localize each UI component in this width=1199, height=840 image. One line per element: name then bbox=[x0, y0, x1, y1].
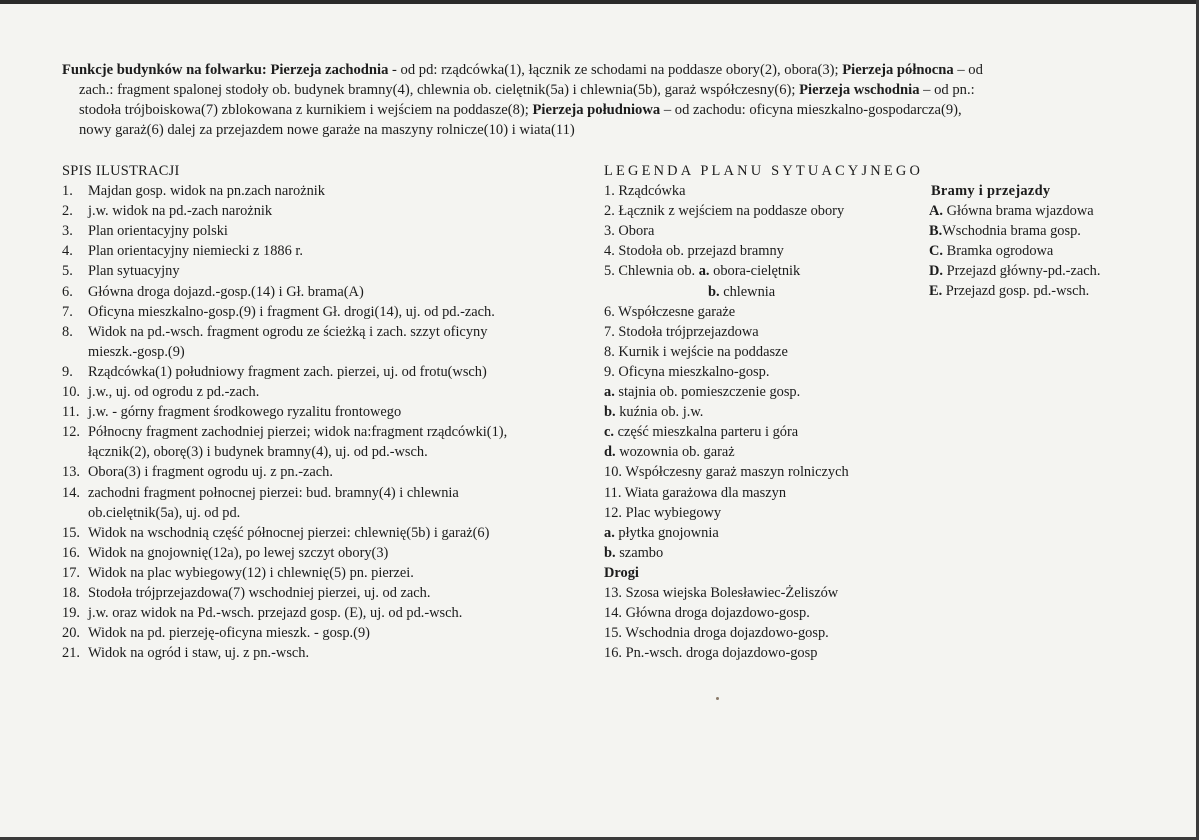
illustration-text: Widok na wschodnią część północnej pierzei: chlewnię(5b) i garaż(6) bbox=[88, 524, 490, 541]
legend-sub-text: obora-cielętnik bbox=[709, 263, 801, 280]
illustration-number: 13. bbox=[62, 464, 80, 481]
illustration-number: 7. bbox=[62, 303, 73, 320]
illustration-text: j.w. - górny fragment środkowego ryzalitu frontowego bbox=[88, 404, 402, 421]
illustration-text: Plan orientacyjny niemiecki z 1886 r. bbox=[88, 243, 304, 260]
illustration-item bbox=[62, 563, 602, 583]
illustration-text: j.w. widok na pd.-zach narożnik bbox=[88, 203, 273, 220]
illustration-item bbox=[62, 382, 602, 402]
scan-speck bbox=[716, 697, 719, 700]
illustration-item bbox=[62, 523, 602, 543]
legend-sub-text: płytka gnojownia bbox=[614, 524, 719, 541]
gate-key: D. bbox=[929, 263, 943, 280]
gate-item bbox=[929, 261, 1169, 281]
illustration-text: Widok na ogród i staw, uj. z pn.-wsch. bbox=[88, 645, 310, 662]
legend-item-11: 11. Wiata garażowa dla maszyn bbox=[604, 484, 787, 501]
illustration-item bbox=[62, 181, 602, 201]
legend-item-12b bbox=[604, 543, 934, 563]
intro-north-label: Pierzeja północna bbox=[842, 62, 954, 78]
legend-sub-text: stajnia ob. pomieszczenie gosp. bbox=[614, 384, 801, 401]
gates-heading bbox=[929, 181, 1169, 201]
legend-item-13: 13. Szosa wiejska Bolesławiec-Żeliszów bbox=[604, 584, 839, 601]
gate-item bbox=[929, 281, 1169, 301]
illustration-number: 18. bbox=[62, 584, 80, 601]
illustration-item bbox=[62, 221, 602, 241]
illustration-number: 17. bbox=[62, 564, 80, 581]
legend-heading: LEGENDA PLANU SYTUACYJNEGO bbox=[604, 163, 924, 179]
intro-west-label: Pierzeja zachodnia bbox=[270, 62, 389, 78]
intro-paragraph bbox=[62, 60, 1142, 140]
gates-items bbox=[929, 201, 1169, 301]
illustration-text: Północny fragment zachodniej pierzei; widok na:fragment rządcówki(1), bbox=[88, 424, 508, 441]
illustration-item bbox=[62, 623, 602, 643]
legend-key: a. bbox=[698, 263, 710, 280]
gate-text: Bramka ogrodowa bbox=[943, 243, 1054, 260]
illustration-text: j.w. oraz widok na Pd.-wsch. przejazd gosp. (E), uj. od pd.-wsch. bbox=[88, 605, 463, 622]
legend-item-5 bbox=[604, 261, 934, 281]
illustrations-items bbox=[62, 181, 602, 663]
gates-heading-text: Bramy i przejazdy bbox=[931, 183, 1051, 199]
illustration-text: Majdan gosp. widok na pn.zach narożnik bbox=[88, 183, 325, 200]
legend-sub-text: szambo bbox=[615, 544, 664, 561]
illustration-item bbox=[62, 583, 602, 603]
gate-item bbox=[929, 241, 1169, 261]
legend-item-1: 1. Rządcówka bbox=[604, 183, 686, 200]
legend-item-5-text: 5. Chlewnia ob. bbox=[604, 263, 699, 280]
illustration-text: Widok na gnojownię(12a), po lewej szczyt obory(3) bbox=[88, 544, 389, 561]
roads-heading bbox=[604, 563, 934, 583]
illustration-item bbox=[62, 201, 602, 221]
legend-item-10: 10. Współczesny garaż maszyn rolniczych bbox=[604, 464, 849, 481]
illustration-text: mieszk.-gosp.(9) bbox=[88, 343, 185, 360]
illustration-item bbox=[62, 603, 602, 623]
legend-sub-text: kuźnia ob. j.w. bbox=[615, 404, 704, 421]
gate-key: C. bbox=[929, 243, 943, 260]
illustration-number: 16. bbox=[62, 544, 80, 561]
illustration-number: 5. bbox=[62, 263, 73, 280]
intro-line-4: nowy garaż(6) dalej za przejazdem nowe garaże na maszyny rolnicze(10) i wiata(11) bbox=[79, 122, 575, 138]
intro-north-text-a: – od bbox=[953, 62, 983, 78]
illustration-item bbox=[62, 342, 602, 362]
legend-key: b. bbox=[604, 544, 616, 561]
legend-key: c. bbox=[604, 424, 614, 441]
legend-key: a. bbox=[604, 524, 615, 541]
gate-text: Przejazd główny-pd.-zach. bbox=[943, 263, 1101, 280]
gate-item bbox=[929, 221, 1169, 241]
illustration-item bbox=[62, 442, 602, 462]
illustration-text: zachodni fragment połnocnej pierzei: bud. bramny(4) i chlewnia bbox=[88, 484, 459, 501]
intro-line-3 bbox=[62, 100, 1142, 120]
illustration-number: 8. bbox=[62, 323, 73, 340]
legend-item-3: 3. Obora bbox=[604, 223, 655, 240]
illustration-number: 10. bbox=[62, 384, 80, 401]
illustration-item bbox=[62, 543, 602, 563]
legend-sub-text: część mieszkalna parteru i góra bbox=[614, 424, 799, 441]
gate-item bbox=[929, 201, 1169, 221]
legend-key: b. bbox=[604, 404, 616, 421]
intro-east-text-a: – od pn.: bbox=[919, 82, 975, 98]
illustration-item bbox=[62, 422, 602, 442]
illustration-number: 11. bbox=[62, 404, 80, 421]
illustration-item bbox=[62, 282, 602, 302]
illustration-number: 20. bbox=[62, 625, 80, 642]
illustration-number: 14. bbox=[62, 484, 80, 501]
legend-key: b. bbox=[708, 283, 720, 300]
illustration-number: 19. bbox=[62, 605, 80, 622]
legend-item-9: 9. Oficyna mieszkalno-gosp. bbox=[604, 363, 770, 380]
roads-heading-text: Drogi bbox=[604, 564, 639, 581]
legend-item-15: 15. Wschodnia droga dojazdowo-gosp. bbox=[604, 625, 829, 642]
illustration-text: Oficyna mieszkalno-gosp.(9) i fragment Gł. drogi(14), uj. od pd.-zach. bbox=[88, 303, 495, 320]
scan-edge-top bbox=[0, 0, 1199, 4]
illustration-text: Widok na plac wybiegowy(12) i chlewnię(5) pn. pierzei. bbox=[88, 564, 414, 581]
legend-item-9a bbox=[604, 382, 934, 402]
illustration-text: ob.cielętnik(5a), uj. od pd. bbox=[88, 504, 241, 521]
legend-key: d. bbox=[604, 444, 616, 461]
illustration-item bbox=[62, 302, 602, 322]
gate-key: A. bbox=[929, 203, 943, 220]
illustrations-list bbox=[62, 161, 602, 663]
legend-item-7: 7. Stodoła trójprzejazdowa bbox=[604, 323, 759, 340]
illustration-text: Widok na pd.-wsch. fragment ogrodu ze ścieżką i zach. szzyt oficyny bbox=[88, 323, 488, 340]
legend-item-14: 14. Główna droga dojazdowo-gosp. bbox=[604, 605, 810, 622]
legend-item-4: 4. Stodoła ob. przejazd bramny bbox=[604, 243, 784, 260]
illustrations-heading: SPIS ILUSTRACJI bbox=[62, 163, 180, 179]
legend-item-12: 12. Plac wybiegowy bbox=[604, 504, 722, 521]
illustration-item bbox=[62, 322, 602, 342]
illustration-text: Stodoła trójprzejazdowa(7) wschodniej pierzei, uj. od zach. bbox=[88, 584, 431, 601]
illustration-item bbox=[62, 503, 602, 523]
intro-north-text-b: zach.: fragment spalonej stodoły ob. budynek bramny(4), chlewnia ob. cielętnik(5a) i chlewnia(5b), garaż współczesny(6); bbox=[79, 82, 800, 98]
illustration-text: Plan sytuacyjny bbox=[88, 263, 180, 280]
illustration-item bbox=[62, 402, 602, 422]
gate-text: Wschodnia brama gosp. bbox=[942, 223, 1081, 240]
illustration-item bbox=[62, 462, 602, 482]
legend-sub-text: chlewnia bbox=[719, 283, 776, 300]
gate-key: E. bbox=[929, 283, 943, 300]
illustration-item bbox=[62, 483, 602, 503]
illustration-text: Rządcówka(1) południowy fragment zach. pierzei, uj. od frotu(wsch) bbox=[88, 363, 487, 380]
illustration-number: 4. bbox=[62, 243, 73, 260]
site-plan-legend bbox=[604, 161, 934, 663]
intro-line-2 bbox=[62, 80, 1142, 100]
illustration-number: 2. bbox=[62, 203, 73, 220]
legend-item-8: 8. Kurnik i wejście na poddasze bbox=[604, 343, 788, 360]
legend-key: a. bbox=[604, 384, 615, 401]
gate-text: Przejazd gosp. pd.-wsch. bbox=[942, 283, 1090, 300]
gates-legend bbox=[929, 181, 1169, 302]
illustration-text: Widok na pd. pierzeję-oficyna mieszk. - gosp.(9) bbox=[88, 625, 370, 642]
intro-east-label: Pierzeja wschodnia bbox=[799, 82, 920, 98]
intro-south-label: Pierzeja południowa bbox=[532, 102, 661, 118]
illustration-item bbox=[62, 241, 602, 261]
illustration-text: Główna droga dojazd.-gosp.(14) i Gł. brama(A) bbox=[88, 283, 364, 300]
intro-east-text-b: stodoła trójboiskowa(7) zblokowana z kurnikiem i wejściem na poddasze(8); bbox=[79, 102, 533, 118]
legend-item-6: 6. Współczesne garaże bbox=[604, 303, 736, 320]
legend-sub-text: wozownia ob. garaż bbox=[615, 444, 735, 461]
illustration-item bbox=[62, 643, 602, 663]
illustration-number: 9. bbox=[62, 363, 73, 380]
legend-item-5b bbox=[604, 282, 934, 302]
illustration-text: łącznik(2), oborę(3) i budynek bramny(4), uj. od pd.-wsch. bbox=[88, 444, 428, 461]
illustration-number: 12. bbox=[62, 424, 80, 441]
legend-item-2: 2. Łącznik z wejściem na poddasze obory bbox=[604, 203, 845, 220]
intro-line-1 bbox=[62, 60, 1142, 80]
legend-item-16: 16. Pn.-wsch. droga dojazdowo-gosp bbox=[604, 645, 818, 662]
gate-text: Główna brama wjazdowa bbox=[943, 203, 1094, 220]
illustration-number: 21. bbox=[62, 645, 80, 662]
illustration-item bbox=[62, 261, 602, 281]
legend-item-9d bbox=[604, 442, 934, 462]
intro-label: Funkcje budynków na folwarku: bbox=[62, 62, 267, 78]
legend-item-12a bbox=[604, 523, 934, 543]
legend-item-9c bbox=[604, 422, 934, 442]
illustration-number: 1. bbox=[62, 183, 73, 200]
illustration-number: 3. bbox=[62, 223, 73, 240]
illustration-text: j.w., uj. od ogrodu z pd.-zach. bbox=[88, 384, 260, 401]
gate-key: B. bbox=[929, 223, 943, 240]
illustration-item bbox=[62, 362, 602, 382]
illustration-text: Obora(3) i fragment ogrodu uj. z pn.-zach. bbox=[88, 464, 333, 481]
intro-south-text: – od zachodu: oficyna mieszkalno-gospodarcza(9), bbox=[660, 102, 962, 118]
illustration-number: 6. bbox=[62, 283, 73, 300]
illustration-number: 15. bbox=[62, 524, 80, 541]
legend-item-9b bbox=[604, 402, 934, 422]
intro-west-text: - od pd: rządcówka(1), łącznik ze schodami na poddasze obory(2), obora(3); bbox=[388, 62, 843, 78]
illustration-text: Plan orientacyjny polski bbox=[88, 223, 228, 240]
